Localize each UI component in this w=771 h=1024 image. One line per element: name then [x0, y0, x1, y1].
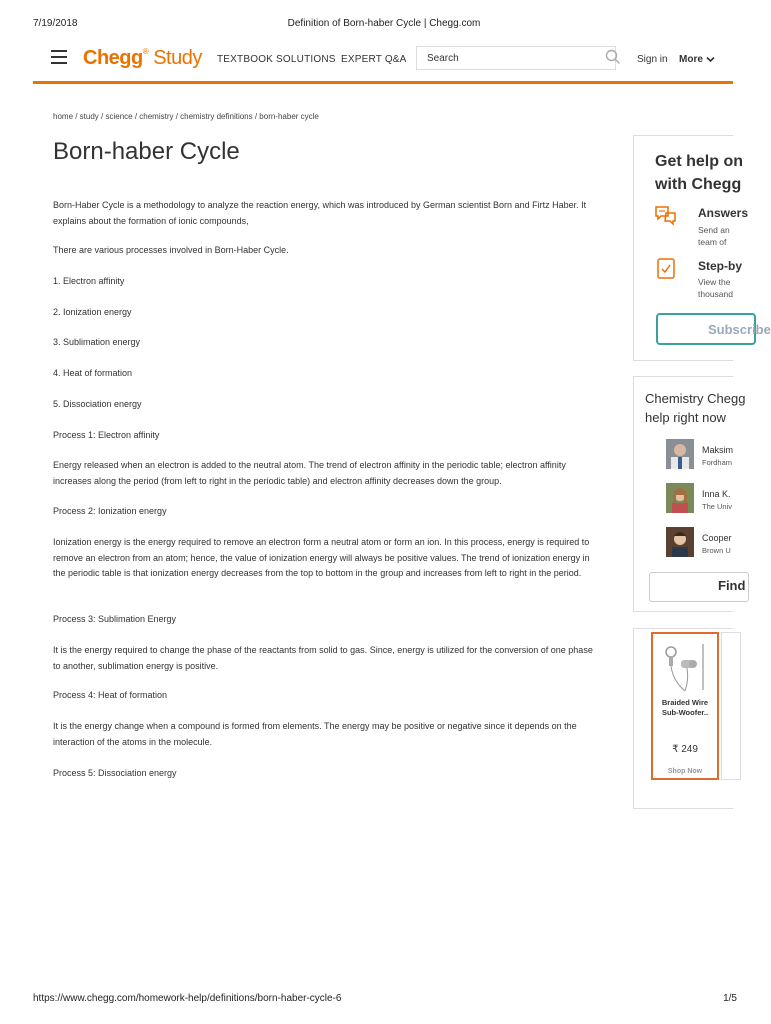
avatar [666, 483, 694, 513]
ad-product[interactable] [651, 632, 719, 780]
nav-textbook-solutions[interactable]: TEXTBOOK SOLUTIONS [217, 54, 336, 65]
chat-bubbles-icon [654, 204, 678, 228]
print-title: Definition of Born-haber Cycle | Chegg.com [287, 18, 481, 29]
paragraph: It is the energy change when a compound is formed from elements. The energy may be positive or negative since it depends on the interaction of the atoms in the molecule. [53, 721, 577, 747]
paragraph: Born-Haber Cycle is a methodology to analyze the reaction energy, which was introduced by German scientist Born and Firtz Haber. It explains about the formation of ionic compounds, [53, 200, 587, 226]
search-input[interactable]: Search [416, 46, 616, 70]
chegg-study-logo[interactable]: Chegg® Study [83, 47, 202, 69]
avatar [666, 527, 694, 557]
list-item: 4. Heat of formation [53, 368, 133, 378]
expert-name[interactable]: Cooper [702, 533, 732, 543]
experts-heading-line2: help right now [645, 410, 726, 425]
more-label: More [679, 54, 703, 65]
feature-title: Answers [698, 206, 749, 220]
promo-card [633, 135, 771, 361]
process-heading: Process 4: Heat of formation [53, 690, 168, 700]
promo-heading-line1: Get help on [655, 153, 743, 170]
ad-price: ₹ 249 [672, 744, 698, 755]
checklist-icon [654, 256, 678, 280]
logo-main-text: Chegg [83, 47, 143, 69]
paragraph: It is the energy required to change the phase of the reactants from solid to gas. Since, energy is utilized for the conversion of one phase to another, sublimation energy is positive. [53, 645, 593, 671]
experts-heading [645, 389, 745, 427]
expert-school: The Univ [702, 502, 733, 511]
chevron-down-icon [706, 56, 715, 63]
menu-icon[interactable] [51, 50, 67, 64]
list-item: 2. Ionization energy [53, 307, 132, 317]
sign-in-link[interactable]: Sign in [637, 54, 668, 65]
expert-school: Brown U [702, 546, 731, 555]
logo-sub-text: Study [153, 47, 202, 69]
process-heading: Process 3: Sublimation Energy [53, 614, 177, 624]
subscribe-button[interactable]: Subscribe [656, 313, 756, 345]
nav-expert-qa[interactable]: EXPERT Q&A [341, 54, 407, 65]
feature-desc: View the thousand [698, 277, 733, 299]
page-title: Born-haber Cycle [53, 138, 240, 165]
paragraph: There are various processes involved in Born-Haber Cycle. [53, 245, 289, 255]
print-page-number: 1/5 [723, 993, 737, 1004]
print-date: 7/19/2018 [33, 18, 78, 29]
shop-now-button[interactable]: Shop Now [667, 768, 703, 775]
list-item: 5. Dissociation energy [53, 399, 142, 409]
promo-heading-line2: with Chegg [655, 176, 742, 193]
paragraph: Energy released when an electron is added to the neutral atom. The trend of electron affinity in the periodic table; electron affinity increases along the period (from left to right in the periodic table) and electron affinity decreases down the group. [53, 460, 566, 486]
top-nav-bar [33, 40, 733, 84]
experts-heading-line1: Chemistry Chegg [645, 391, 746, 406]
breadcrumb[interactable]: home / study / science / chemistry / chemistry definitions / born-haber cycle [53, 112, 319, 121]
process-heading: Process 2: Ionization energy [53, 506, 167, 516]
ad-card [633, 628, 733, 809]
list-item: 3. Sublimation energy [53, 337, 141, 347]
process-heading: Process 5: Dissociation energy [53, 768, 177, 778]
earphones-image [659, 640, 711, 696]
paragraph: Ionization energy is the energy required to remove an electron form a neutral atom or form an ion. In this process, energy is required to remove an electron from an atom; hence, the value of ionization energy will always be positive values. The trend of ionization energy in the periodic table is that ionization energy decreases from the top to bottom in the group and increases from left to right in the period. [53, 537, 590, 578]
process-heading: Process 1: Electron affinity [53, 430, 160, 440]
find-expert-button[interactable]: Find [649, 572, 749, 602]
search-icon[interactable] [605, 49, 621, 65]
expert-name[interactable]: Inna K. [702, 489, 731, 499]
print-url: https://www.chegg.com/homework-help/definitions/born-haber-cycle-6 [33, 993, 342, 1004]
list-item: 1. Electron affinity [53, 276, 125, 286]
more-menu[interactable] [679, 54, 715, 65]
feature-desc: Send an team of [698, 225, 730, 247]
feature-title: Step-by [698, 259, 743, 273]
avatar [666, 439, 694, 469]
ad-title: Braided Wire Sub-Woofer.. [661, 698, 709, 717]
experts-card [633, 376, 746, 612]
expert-name[interactable]: Maksim [702, 445, 733, 455]
promo-heading [655, 150, 743, 196]
ad-product-next[interactable] [721, 632, 741, 780]
expert-school: Fordham [702, 458, 733, 467]
